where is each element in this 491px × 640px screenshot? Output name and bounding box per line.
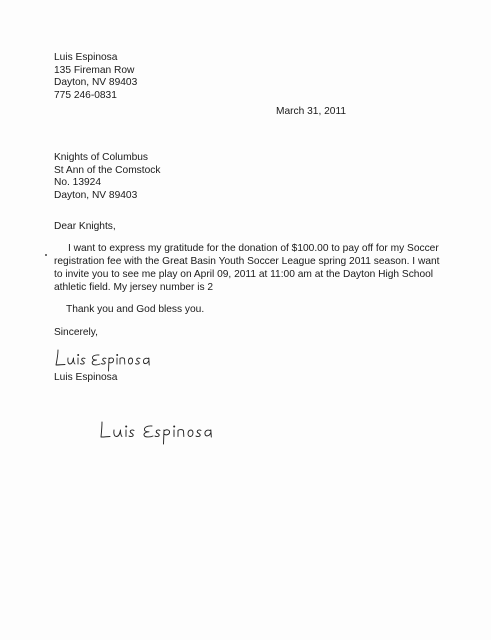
scan-speck <box>45 254 47 256</box>
sender-city: Dayton, NV 89403 <box>54 77 138 89</box>
recipient-city: Dayton, NV 89403 <box>54 189 138 201</box>
letter-date: March 31, 2011 <box>276 106 347 117</box>
sender-phone: 775 246-0831 <box>54 89 117 101</box>
recipient-org: Knights of Columbus <box>54 152 149 163</box>
body-paragraph <box>54 242 440 294</box>
closing: Sincerely, <box>54 327 98 338</box>
recipient-parish: St Ann of the Comstock <box>54 164 161 176</box>
recipient-address <box>54 152 160 202</box>
body-line: registration fee with the Great Basin Youth Soccer League spring 2011 season. I want <box>54 256 440 267</box>
body-line: to invite you to see me play on April 09, 2011 at 11:00 am at the Dayton High School <box>54 269 434 280</box>
typed-name: Luis Espinosa <box>54 372 118 383</box>
handwritten-signature <box>52 346 182 372</box>
body-line: I want to express my gratitude for the donation of $100.00 to pay off for my Soccer <box>68 243 439 254</box>
recipient-council: No. 13924 <box>54 177 102 189</box>
body-line: athletic field. My jersey number is 2 <box>54 282 214 293</box>
salutation: Dear Knights, <box>54 221 116 232</box>
sender-street: 135 Fireman Row <box>54 64 135 76</box>
handwritten-signature-2 <box>96 416 256 446</box>
sender-address <box>54 52 137 102</box>
thanks-line: Thank you and God bless you. <box>66 304 205 315</box>
sender-name: Luis Espinosa <box>54 52 118 63</box>
